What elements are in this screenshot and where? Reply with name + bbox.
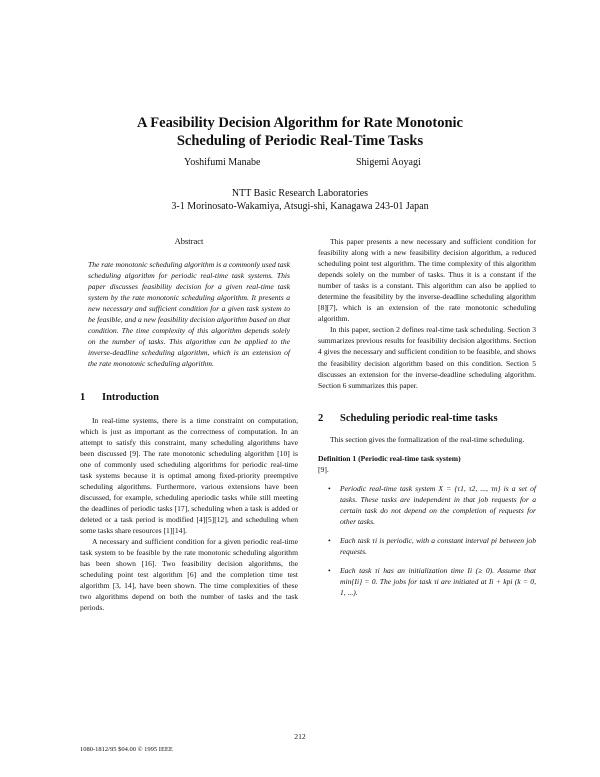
intro-heading [80,392,298,403]
title-line-2: Scheduling of Periodic Real-Time Tasks [176,133,424,149]
bullet-icon: • [328,536,331,546]
bullet-icon: • [328,483,331,493]
section-2-number: 2 [318,412,324,424]
right-paragraph-1: This paper presents a new necessary and sufficient condition for feasibility along with a new feasibility decision algorithm, a reduced scheduling point test algorithm. The time complexity of this algorithm depends solely on the number of tasks. Thus it is a constant if the number of tasks is a constant. This algorithm can also be applied to determine the feasibility by the inverse-deadline scheduling algorithm [8][7], which is an extension of the rate monotonic scheduling algorithm. [318,237,536,324]
definition-1-ref: [9]. [318,464,329,474]
right-paragraph-2: In this paper, section 2 defines real-time task scheduling. Section 3 summarizes previous results for feasibility decision algorithms. Section 4 gives the necessary and sufficient condition to be feasible, and shows the feasibility decision algorithm based on this condition. Section 5 discusses an extension for the inverse-deadline scheduling algorithm. Section 6 summarizes this paper. [318,325,536,390]
definition-item: • Each task τi is periodic, with a constant interval pi between job requests. [328,536,536,557]
intro-paragraph-2: A necessary and sufficient condition for a given periodic real-time task system to be feasible by the rate monotonic scheduling algorithm has been shown [16]. Two feasibility decision algorithms, the scheduling point test algorithm [6] and the completion time test algorithm [3, 14], have been shown. The time complexities of these two algorithms depend on both the number of tasks and the task periods. [80,537,298,613]
affiliation-line-2: 3-1 Morinosato-Wakamiya, Atsugi-shi, Kanagawa 243-01 Japan [171,201,429,212]
definition-item: • Each task τi has an initialization time Ii (≥ 0). Assume that min{Ii} = 0. The jobs for task τi are initiated at Ii + kpi (k = 0, 1, ...). [328,566,536,598]
section-2-paragraph: This section gives the formalization of the real-time scheduling. [330,434,525,444]
left-column [80,236,298,613]
bullet-icon: • [328,566,331,576]
definition-1-list [318,483,536,598]
affiliation [60,187,540,213]
definition-item: • Periodic real-time task system X = {τ1, τ2, ..., τn} is a set of tasks. These tasks are independent in that job requests for a certain task do not depend on the completion of requests for other tasks. [328,483,536,526]
intro-number: 1 [80,391,86,403]
section-2-heading [318,413,536,424]
abstract-heading: Abstract [174,236,204,246]
author-1: Yoshifumi Manabe [184,157,261,168]
title-line-1: A Feasibility Decision Algorithm for Rate Monotonic [137,115,463,131]
abstract-body: The rate monotonic scheduling algorithm is a commonly used task scheduling algorithm for periodic real-time task systems. This paper discusses feasibility decision for a given real-time task system by the rate monotonic scheduling algorithm. It presents a new necessary and sufficient condition for a given task system to be feasible, and a new feasibility decision algorithm based on that condition. The time complexity of this algorithm depends solely on the number of tasks. This algorithm can be applied to the inverse-deadline scheduling algorithm, which is an extension of the rate monotonic scheduling algorithm. [88,260,290,369]
intro-paragraph-1: In real-time systems, there is a time constraint on computation, which is just as important as the correctness of computation. In an attempt to satisfy this constraint, many scheduling algorithms have been discussed [9]. The rate monotonic scheduling algorithm [10] is one of commonly used scheduling algorithms for periodic real-time task systems because it is optimal among fixed-priority preemptive scheduling algorithms. Furthermore, various extensions have been discussed, for example, scheduling aperiodic tasks while still meeting the deadlines of periodic tasks [17], scheduling when a task is added or deleted or a task period is modified [4][5][12], and scheduling when some tasks share resources [1][14]. [80,415,298,536]
copyright-footer: 1080-1812/95 $04.00 © 1995 IEEE [80,746,173,753]
intro-title: Introduction [102,391,159,403]
definition-1-heading: Definition 1 (Periodic real-time task system) [318,453,461,463]
paper-title [60,114,540,150]
affiliation-line-1: NTT Basic Research Laboratories [231,188,369,199]
right-column [318,236,536,606]
section-2-title: Scheduling periodic real-time tasks [340,412,498,424]
author-2: Shigemi Aoyagi [356,157,421,168]
page-number: 212 [294,732,306,741]
